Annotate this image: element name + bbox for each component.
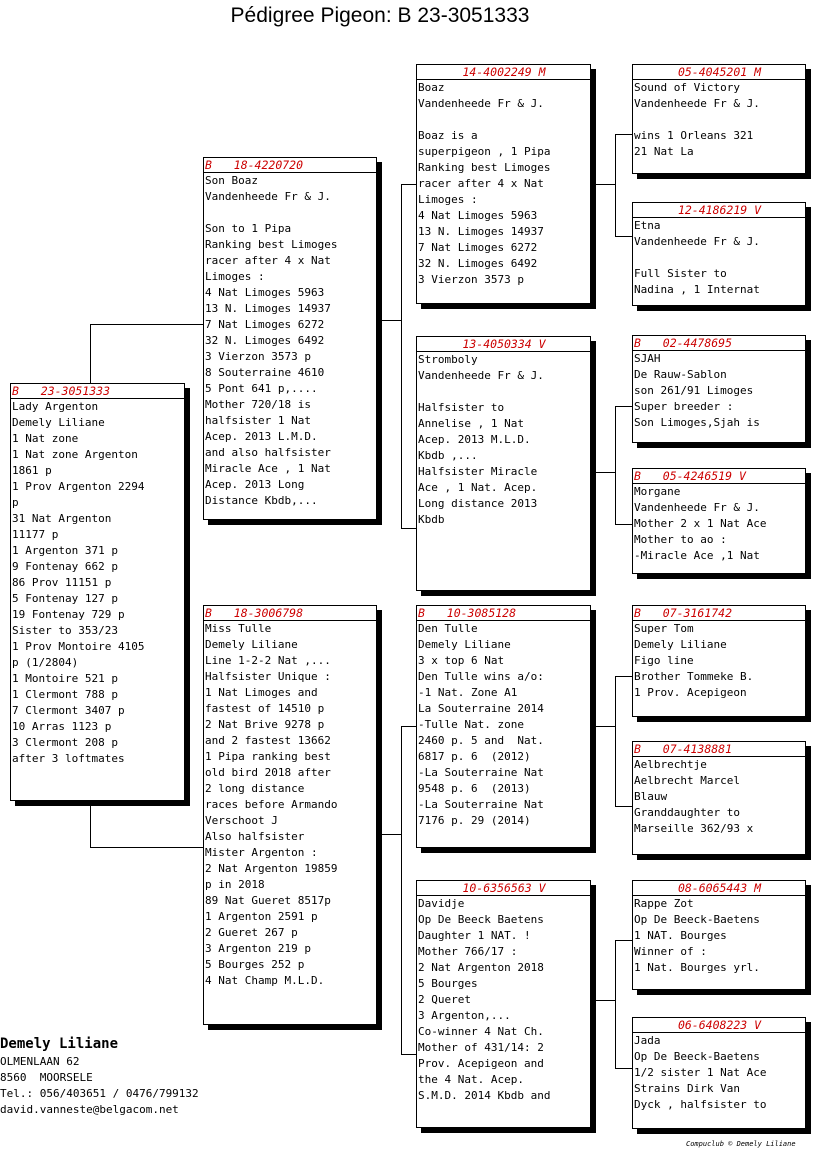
- bird-info-line: Mother 2 x 1 Nat Ace: [634, 517, 767, 530]
- bird-info-line: 1 Montoire 521 p: [12, 672, 118, 685]
- bird-info-line: Vandenheede Fr & J.: [634, 501, 760, 514]
- ring-number: [11, 384, 184, 399]
- bird-card-sire-sire-sire[interactable]: [632, 64, 806, 174]
- connector-line: [401, 528, 416, 529]
- bird-info-line: Long distance 2013: [418, 497, 538, 510]
- bird-info-line: 86 Prov 11151 p: [12, 576, 112, 589]
- bird-info-line: 32 N. Limoges 6492: [418, 257, 538, 270]
- bird-info-line: -La Souterraine Nat: [418, 766, 544, 779]
- connector-line: [615, 1068, 632, 1069]
- bird-info-line: and 2 fastest 13662: [205, 734, 331, 747]
- bird-info-line: 3 x top 6 Nat: [418, 654, 505, 667]
- bird-info-line: 3 Vierzon 3573 p: [418, 273, 524, 286]
- owner-email[interactable]: david.vanneste@belgacom.net: [0, 1103, 179, 1116]
- bird-info-line: Mother 766/17 :: [418, 945, 518, 958]
- bird-info-line: Acep. 2013 Long: [205, 478, 305, 491]
- ring-code: 18-4220720: [233, 158, 304, 172]
- bird-info-line: 2 Nat Argenton 19859: [205, 862, 338, 875]
- bird-info-line: 19 Fontenay 729 p: [12, 608, 125, 621]
- bird-info-line: Halfsister Miracle: [418, 465, 538, 478]
- connector-line: [615, 236, 632, 237]
- bird-info-line: 3 Argenton,...: [418, 1009, 511, 1022]
- connector-line: [401, 184, 402, 528]
- bird-card-sire-dam-dam[interactable]: [632, 468, 806, 574]
- bird-info-line: Marseille 362/93 x: [634, 822, 754, 835]
- bird-info-line: 1861 p: [12, 464, 52, 477]
- bird-info: [417, 896, 590, 1104]
- ring-number: [633, 336, 805, 351]
- bird-info-line: -Tulle Nat. zone: [418, 718, 524, 731]
- bird-info-line: 4 Nat Limoges 5963: [418, 209, 538, 222]
- bird-info: [633, 896, 805, 976]
- connector-line: [615, 406, 616, 524]
- bird-info-line: Den Tulle wins a/o:: [418, 670, 544, 683]
- bird-info: [633, 484, 805, 564]
- bird-info-line: 9 Fontenay 662 p: [12, 560, 118, 573]
- connector-line: [401, 1054, 416, 1055]
- connector-line: [615, 676, 616, 806]
- bird-info-line: Boaz is a: [418, 129, 478, 142]
- bird-info-line: Vandenheede Fr & J.: [634, 235, 760, 248]
- bird-info-line: 2 long distance: [205, 782, 305, 795]
- bird-info-line: 2 Nat Brive 9278 p: [205, 718, 325, 731]
- footer-credit: Compuclub © Demely Liliane: [686, 1140, 796, 1148]
- bird-info-line: 5 Bourges: [418, 977, 478, 990]
- bird-info-line: Super breeder :: [634, 400, 734, 413]
- connector-line: [590, 472, 616, 473]
- bird-info-line: 2 Nat Argenton 2018: [418, 961, 544, 974]
- connector-line: [401, 726, 416, 727]
- bird-info: [204, 621, 376, 989]
- bird-info-line: p in 2018: [205, 878, 265, 891]
- sex-code: B: [205, 158, 226, 172]
- sex-code: B: [634, 336, 655, 350]
- bird-info-line: Ranking best Limoges: [205, 238, 338, 251]
- connector-line: [615, 940, 616, 1068]
- bird-info-line: Kbdb ,...: [418, 449, 478, 462]
- bird-info-line: Super Tom: [634, 622, 694, 635]
- bird-info-line: old bird 2018 after: [205, 766, 331, 779]
- bird-info-line: Miracle Ace , 1 Nat: [205, 462, 331, 475]
- bird-info-line: 7 Nat Limoges 6272: [418, 241, 538, 254]
- bird-info-line: Mother 720/18 is: [205, 398, 311, 411]
- bird-info-line: Limoges :: [205, 270, 265, 283]
- bird-info-line: 11177 p: [12, 528, 59, 541]
- connector-line: [90, 847, 203, 848]
- ring-code: 10-3085128: [446, 606, 517, 620]
- bird-info-line: Distance Kbdb,...: [205, 494, 318, 507]
- bird-info-line: Ace , 1 Nat. Acep.: [418, 481, 538, 494]
- ring-number: [633, 65, 805, 80]
- bird-info-line: p: [12, 496, 19, 509]
- ring-code: 02-4478695: [662, 336, 733, 350]
- bird-info-line: 1 Argenton 2591 p: [205, 910, 318, 923]
- bird-info: [417, 80, 590, 288]
- bird-info-line: Vandenheede Fr & J.: [418, 97, 544, 110]
- connector-line: [615, 940, 632, 941]
- bird-info-line: 1 Nat Limoges and: [205, 686, 318, 699]
- bird-info-line: superpigeon , 1 Pipa: [418, 145, 551, 158]
- bird-info: [633, 621, 805, 701]
- bird-info-line: 2460 p. 5 and Nat.: [418, 734, 544, 747]
- bird-info-line: Morgane: [634, 485, 681, 498]
- bird-info-line: Davidje: [418, 897, 465, 910]
- ring-code: 13-4050334 V: [462, 337, 546, 351]
- bird-info-line: 1 Prov. Acepigeon: [634, 686, 747, 699]
- bird-info-line: 1 Argenton 371 p: [12, 544, 118, 557]
- bird-info-line: Strains Dirk Van: [634, 1082, 740, 1095]
- bird-info-line: 3 Argenton 219 p: [205, 942, 311, 955]
- bird-info-line: Op De Beeck-Baetens: [634, 1050, 760, 1063]
- bird-info-line: Granddaughter to: [634, 806, 740, 819]
- bird-info-line: 1 NAT. Bourges: [634, 929, 727, 942]
- ring-number: [417, 337, 590, 352]
- bird-info-line: 1 Nat zone: [12, 432, 79, 445]
- ring-code: 05-4045201 M: [677, 65, 762, 79]
- bird-info-line: Figo line: [634, 654, 694, 667]
- ring-code: 14-4002249 M: [462, 65, 546, 79]
- bird-info-line: 6817 p. 6 (2012): [418, 750, 531, 763]
- bird-info-line: Vandenheede Fr & J.: [634, 97, 760, 110]
- bird-card-dam-dam[interactable]: [416, 880, 591, 1128]
- ring-number: [204, 158, 376, 173]
- bird-info-line: Mister Argenton :: [205, 846, 318, 859]
- bird-card-dam-sire[interactable]: [416, 605, 591, 848]
- bird-info-line: Demely Liliane: [418, 638, 511, 651]
- owner-city: 8560 MOORSELE: [0, 1071, 93, 1084]
- bird-info-line: Acep. 2013 M.L.D.: [418, 433, 531, 446]
- connector-line: [615, 406, 632, 407]
- bird-info-line: Lady Argenton: [12, 400, 99, 413]
- bird-info-line: 1 Nat. Bourges yrl.: [634, 961, 760, 974]
- bird-card-dam-dam-dam[interactable]: [632, 1017, 806, 1129]
- bird-info-line: Annelise , 1 Nat: [418, 417, 524, 430]
- bird-info-line: Demely Liliane: [634, 638, 727, 651]
- ring-number: [633, 203, 805, 218]
- connector-line: [615, 806, 632, 807]
- owner-address: OLMENLAAN 62: [0, 1055, 80, 1068]
- bird-info-line: 8 Souterraine 4610: [205, 366, 325, 379]
- ring-number: [417, 65, 590, 80]
- connector-line: [590, 184, 616, 185]
- bird-info-line: Mother of 431/14: 2: [418, 1041, 544, 1054]
- sex-code: B: [634, 469, 655, 483]
- bird-card-dam-sire-sire[interactable]: [632, 605, 806, 717]
- connector-line: [615, 524, 632, 525]
- bird-info-line: De Rauw-Sablon: [634, 368, 727, 381]
- bird-info-line: 1 Prov Argenton 2294: [12, 480, 145, 493]
- bird-info-line: Dyck , halfsister to: [634, 1098, 767, 1111]
- ring-code: 23-3051333: [40, 384, 111, 398]
- ring-code: 12-4186219 V: [677, 203, 762, 217]
- ring-code: 10-6356563 V: [462, 881, 546, 895]
- bird-info-line: S.M.D. 2014 Kbdb and: [418, 1089, 551, 1102]
- ring-number: [633, 606, 805, 621]
- connector-line: [590, 1000, 616, 1001]
- bird-info-line: Etna: [634, 219, 661, 232]
- ring-number: [417, 606, 590, 621]
- bird-info-line: Limoges :: [418, 193, 478, 206]
- bird-info-line: 1 Prov Montoire 4105: [12, 640, 145, 653]
- bird-info-line: Sister to 353/23: [12, 624, 118, 637]
- bird-card-sire-dam[interactable]: [416, 336, 591, 591]
- bird-info-line: Son to 1 Pipa: [205, 222, 292, 235]
- bird-info-line: 5 Fontenay 127 p: [12, 592, 118, 605]
- bird-info-line: 5 Pont 641 p,....: [205, 382, 318, 395]
- bird-info-line: [205, 205, 376, 221]
- bird-info: [633, 351, 805, 431]
- bird-info-line: -La Souterraine Nat: [418, 798, 544, 811]
- connector-line: [90, 324, 91, 383]
- bird-info-line: wins 1 Orleans 321: [634, 129, 754, 142]
- bird-info-line: La Souterraine 2014: [418, 702, 544, 715]
- bird-info: [633, 218, 805, 298]
- connector-line: [590, 726, 616, 727]
- bird-info-line: Also halfsister: [205, 830, 305, 843]
- ring-code: 07-4138881: [662, 742, 733, 756]
- bird-info-line: Rappe Zot: [634, 897, 694, 910]
- bird-info-line: Co-winner 4 Nat Ch.: [418, 1025, 544, 1038]
- bird-info: [633, 757, 805, 837]
- bird-info-line: 1 Clermont 788 p: [12, 688, 118, 701]
- bird-info-line: 7 Clermont 3407 p: [12, 704, 125, 717]
- bird-info-line: and also halfsister: [205, 446, 331, 459]
- bird-info: [417, 621, 590, 829]
- bird-info-line: racer after 4 x Nat: [418, 177, 544, 190]
- ring-code: 18-3006798: [233, 606, 304, 620]
- bird-info-line: races before Armando: [205, 798, 338, 811]
- bird-info-line: -1 Nat. Zone A1: [418, 686, 518, 699]
- bird-info-line: Demely Liliane: [12, 416, 105, 429]
- bird-info-line: Boaz: [418, 81, 445, 94]
- bird-info-line: Vandenheede Fr & J.: [418, 369, 544, 382]
- ring-number: [633, 742, 805, 757]
- bird-info-line: the 4 Nat. Acep.: [418, 1073, 524, 1086]
- bird-card-sire[interactable]: [203, 157, 377, 520]
- owner-phone: Tel.: 056/403651 / 0476/799132: [0, 1087, 199, 1100]
- bird-info-line: Kbdb: [418, 513, 445, 526]
- ring-number: [417, 881, 590, 896]
- bird-info-line: 10 Arras 1123 p: [12, 720, 112, 733]
- bird-card-sire-dam-sire[interactable]: [632, 335, 806, 443]
- bird-card-dam-dam-sire[interactable]: [632, 880, 806, 990]
- bird-card-sire-sire-dam[interactable]: [632, 202, 806, 306]
- bird-info-line: Aelbrechtje: [634, 758, 707, 771]
- owner-block: [0, 1034, 199, 1118]
- bird-info-line: 31 Nat Argenton: [12, 512, 112, 525]
- bird-info-line: Mother to ao :: [634, 533, 727, 546]
- bird-info-line: Full Sister to: [634, 267, 727, 280]
- bird-info-line: Son Limoges,Sjah is: [634, 416, 760, 429]
- bird-info-line: -Miracle Ace ,1 Nat: [634, 549, 760, 562]
- connector-line: [615, 134, 632, 135]
- bird-info-line: Jada: [634, 1034, 661, 1047]
- ring-number: [633, 1018, 805, 1033]
- owner-name: Demely Liliane: [0, 1036, 119, 1052]
- bird-info: [417, 352, 590, 528]
- bird-info: [11, 399, 184, 767]
- bird-info-line: Op De Beeck Baetens: [418, 913, 544, 926]
- bird-info-line: 13 N. Limoges 14937: [205, 302, 331, 315]
- bird-info-line: Ranking best Limoges: [418, 161, 551, 174]
- bird-info-line: 2 Queret: [418, 993, 471, 1006]
- bird-info-line: Sound of Victory: [634, 81, 740, 94]
- bird-info-line: 1 Pipa ranking best: [205, 750, 331, 763]
- bird-info-line: 5 Bourges 252 p: [205, 958, 305, 971]
- bird-info-line: son 261/91 Limoges: [634, 384, 754, 397]
- bird-info-line: [634, 250, 805, 266]
- ring-code: 05-4246519 V: [662, 469, 746, 483]
- ring-number: [633, 881, 805, 896]
- bird-info-line: Verschoot J: [205, 814, 278, 827]
- bird-card-dam-sire-dam[interactable]: [632, 741, 806, 855]
- ring-code: 06-6408223 V: [677, 1018, 762, 1032]
- connector-line: [376, 320, 402, 321]
- bird-info-line: Nadina , 1 Internat: [634, 283, 760, 296]
- bird-info-line: 89 Nat Gueret 8517p: [205, 894, 331, 907]
- bird-card-sire-sire[interactable]: [416, 64, 591, 304]
- bird-info-line: Son Boaz: [205, 174, 258, 187]
- bird-info-line: Halfsister Unique :: [205, 670, 331, 683]
- bird-info: [633, 1033, 805, 1113]
- bird-info-line: 21 Nat La: [634, 145, 694, 158]
- bird-info-line: 13 N. Limoges 14937: [418, 225, 544, 238]
- bird-info-line: 3 Vierzon 3573 p: [205, 350, 311, 363]
- sex-code: B: [634, 606, 655, 620]
- ring-code: 07-3161742: [662, 606, 733, 620]
- ring-number: [204, 606, 376, 621]
- sex-code: B: [12, 384, 33, 398]
- bird-info-line: Winner of :: [634, 945, 707, 958]
- bird-info-line: Vandenheede Fr & J.: [205, 190, 331, 203]
- bird-info-line: Stromboly: [418, 353, 478, 366]
- bird-info-line: Acep. 2013 L.M.D.: [205, 430, 318, 443]
- bird-info-line: SJAH: [634, 352, 661, 365]
- connector-line: [376, 834, 402, 835]
- bird-info-line: 2 Gueret 267 p: [205, 926, 298, 939]
- bird-info-line: Miss Tulle: [205, 622, 272, 635]
- bird-info-line: after 3 loftmates: [12, 752, 125, 765]
- bird-info-line: 7176 p. 29 (2014): [418, 814, 531, 827]
- bird-info-line: Demely Liliane: [205, 638, 298, 651]
- bird-info-line: [418, 384, 590, 400]
- bird-info-line: halfsister 1 Nat: [205, 414, 311, 427]
- bird-info-line: 7 Nat Limoges 6272: [205, 318, 325, 331]
- bird-info-line: Prov. Acepigeon and: [418, 1057, 544, 1070]
- bird-info-line: Op De Beeck-Baetens: [634, 913, 760, 926]
- bird-info-line: Daughter 1 NAT. !: [418, 929, 531, 942]
- bird-info-line: 32 N. Limoges 6492: [205, 334, 325, 347]
- bird-info-line: 4 Nat Champ M.L.D.: [205, 974, 325, 987]
- bird-info-line: racer after 4 x Nat: [205, 254, 331, 267]
- bird-info: [204, 173, 376, 509]
- bird-card-dam[interactable]: [203, 605, 377, 1025]
- bird-info-line: Blauw: [634, 790, 668, 803]
- bird-info-line: Den Tulle: [418, 622, 478, 635]
- bird-info-line: 1/2 sister 1 Nat Ace: [634, 1066, 767, 1079]
- connector-line: [401, 184, 416, 185]
- page-title: Pédigree Pigeon: B 23-3051333: [230, 4, 530, 27]
- bird-info-line: Line 1-2-2 Nat ,...: [205, 654, 331, 667]
- bird-card-main[interactable]: [10, 383, 185, 801]
- ring-number: [633, 469, 805, 484]
- bird-info-line: Brother Tommeke B.: [634, 670, 754, 683]
- bird-info: [633, 80, 805, 160]
- connector-line: [615, 134, 616, 236]
- connector-line: [90, 324, 203, 325]
- bird-info-line: p (1/2804): [12, 656, 79, 669]
- bird-info-line: Aelbrecht Marcel: [634, 774, 740, 787]
- connector-line: [401, 726, 402, 1054]
- bird-info-line: fastest of 14510 p: [205, 702, 325, 715]
- bird-info-line: 1 Nat zone Argenton: [12, 448, 138, 461]
- sex-code: B: [634, 742, 655, 756]
- ring-code: 08-6065443 M: [677, 881, 762, 895]
- sex-code: B: [205, 606, 226, 620]
- connector-line: [615, 676, 632, 677]
- bird-info-line: [634, 112, 805, 128]
- sex-code: B: [418, 606, 439, 620]
- bird-info-line: 3 Clermont 208 p: [12, 736, 118, 749]
- bird-info-line: Halfsister to: [418, 401, 505, 414]
- bird-info-line: 4 Nat Limoges 5963: [205, 286, 325, 299]
- bird-info-line: 9548 p. 6 (2013): [418, 782, 531, 795]
- connector-line: [90, 801, 91, 847]
- bird-info-line: [418, 112, 590, 128]
